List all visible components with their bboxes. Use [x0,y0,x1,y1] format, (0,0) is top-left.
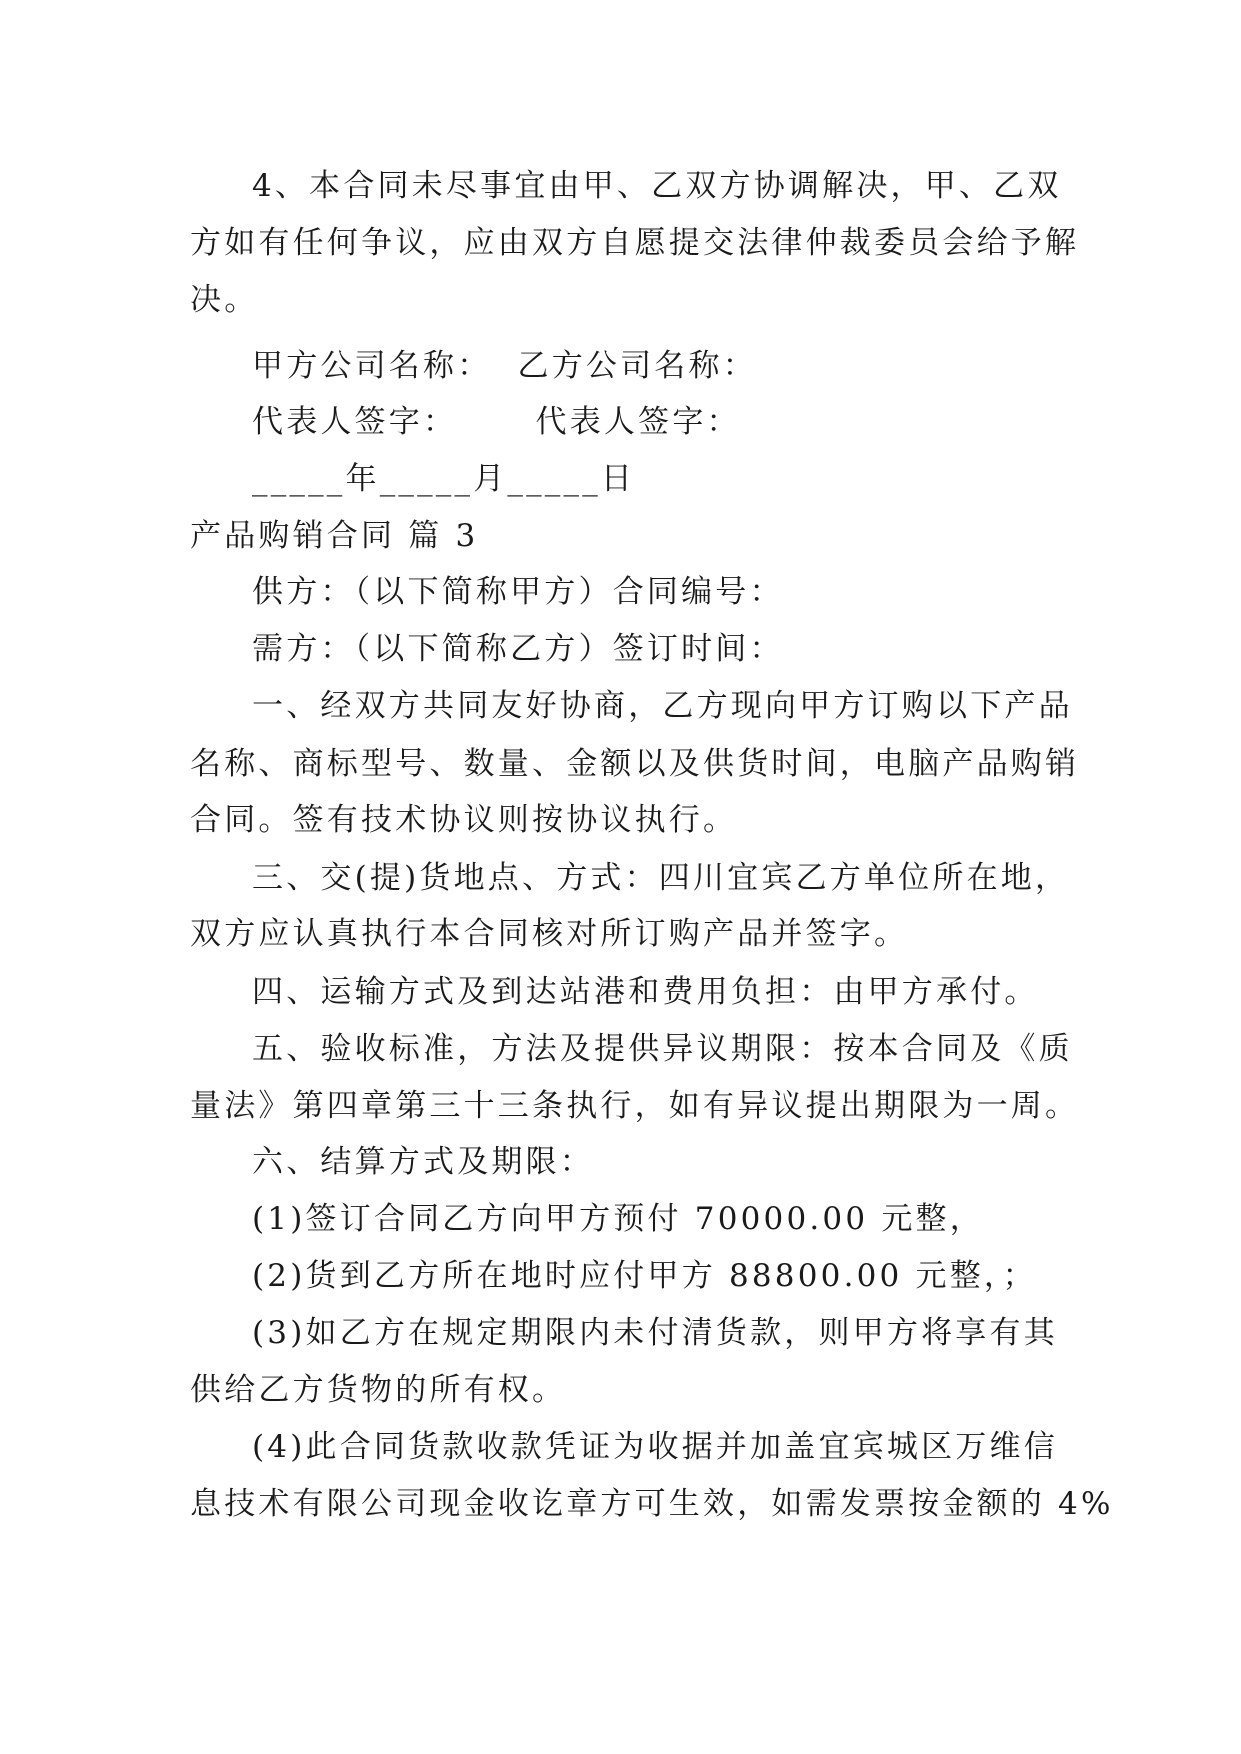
party-company-names: 甲方公司名称： 乙方公司名称： [252,348,757,384]
article-1-line-3: 合同。签有技术协议则按协议执行。 [190,802,738,838]
article-1-line-2: 名称、商标型号、数量、金额以及供货时间，电脑产品购销 [190,746,1080,782]
payment-item-2: (2)货到乙方所在地时应付甲方 88800.00 元整，； [252,1258,1037,1294]
payment-item-4-line-1: (4)此合同货款收款凭证为收据并加盖宜宾城区万维信 [252,1429,1058,1465]
article-1-line-1: 一、经双方共同友好协商，乙方现向甲方订购以下产品 [252,688,1073,724]
section-heading: 产品购销合同 篇 3 [190,518,479,554]
buyer-line: 需方：（以下简称乙方）签订时间： [252,631,784,667]
article-5-line-2: 量法》第四章第三十三条执行，如有异议提出期限为一周。 [190,1088,1080,1124]
article-4-line: 四、运输方式及到达站港和费用负担：由甲方承付。 [252,974,1039,1010]
clause-4-line-2: 方如有任何争议，应由双方自愿提交法律仲裁委员会给予解 [190,225,1080,261]
payment-item-4-line-2: 息技术有限公司现金收讫章方可生效，如需发票按金额的 4% [190,1486,1114,1522]
date-line: _____年_____月_____日 [252,461,636,497]
article-5-line-1: 五、验收标准，方法及提供异议期限：按本合同及《质 [252,1031,1073,1067]
supplier-line: 供方：（以下简称甲方）合同编号： [252,574,784,610]
article-3-line-2: 双方应认真执行本合同核对所订购产品并签字。 [190,916,909,952]
payment-item-3-line-2: 供给乙方货物的所有权。 [190,1372,567,1408]
clause-4-line-3: 决。 [190,282,259,318]
representative-signatures: 代表人签字： 代表人签字： [252,404,741,440]
payment-item-3-line-1: (3)如乙方在规定期限内未付清货款，则甲方将享有其 [252,1315,1058,1351]
clause-4-line-1: 4、本合同未尽事宜由甲、乙双方协调解决，甲、乙双 [252,168,1062,204]
article-6-heading: 六、结算方式及期限： [252,1144,594,1180]
article-3-line-1: 三、交(提)货地点、方式：四川宜宾乙方单位所在地， [252,860,1070,896]
payment-item-1: (1)签订合同乙方向甲方预付 70000.00 元整， [252,1201,984,1237]
